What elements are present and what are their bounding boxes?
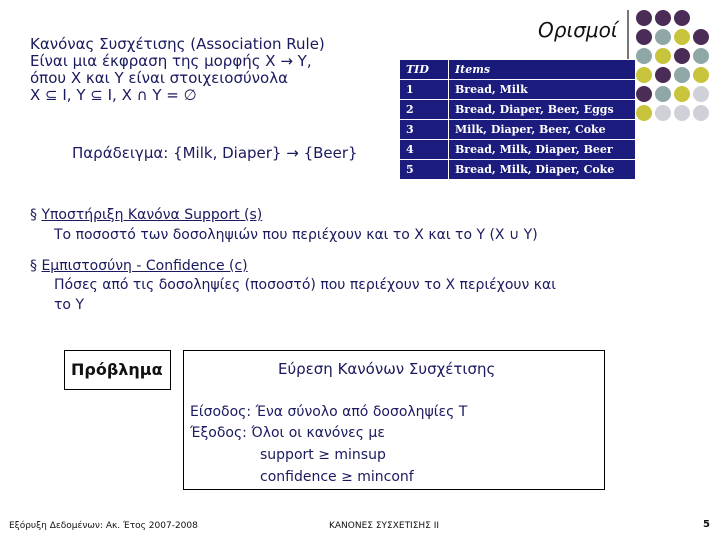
problem-input: Είσοδος: Ένα σύνολο από δοσοληψίες T (190, 404, 468, 420)
table-header-tid: TID (400, 60, 449, 80)
problem-definition-box (183, 350, 605, 490)
dot (674, 10, 690, 26)
table-header-row (400, 60, 636, 80)
confidence-description-cont: το Y (54, 297, 84, 313)
confidence-description: Πόσες από τις δοσοληψίες (ποσοστό) που περιέχουν το X περιέχουν και (54, 277, 556, 293)
table-row (400, 80, 636, 100)
table-header-items: Items (449, 60, 636, 80)
definition-line: Είναι μια έκφραση της μορφής X → Y, (30, 52, 312, 70)
table-cell-items: Bread, Milk, Diaper, Beer (449, 140, 636, 160)
support-description: Το ποσοστό των δοσοληψιών που περιέχουν και το X και το Y (X ∪ Y) (54, 227, 538, 243)
problem-title: Εύρεση Κανόνων Συσχέτισης (278, 360, 496, 378)
dot (655, 86, 671, 102)
dot (674, 67, 690, 83)
table-row (400, 120, 636, 140)
dot (674, 86, 690, 102)
bullet-icon: § (30, 258, 37, 274)
dot (636, 10, 652, 26)
dot (674, 48, 690, 64)
table-cell-tid: 3 (400, 120, 449, 140)
dot (636, 86, 652, 102)
dot (636, 67, 652, 83)
table-row (400, 100, 636, 120)
dot (693, 67, 709, 83)
table-cell-tid: 1 (400, 80, 449, 100)
support-title: Υποστήριξη Κανόνα Support (s) (41, 207, 263, 223)
dot (636, 105, 652, 121)
footer-topic: ΚΑΝΟΝΕΣ ΣΥΣΧΕΤΙΣΗΣ ΙΙ (329, 521, 440, 531)
table-cell-items: Bread, Milk, Diaper, Coke (449, 160, 636, 180)
problem-confidence-condition: confidence ≥ minconf (260, 469, 414, 485)
footer-course: Εξόρυξη Δεδομένων: Ακ. Έτος 2007-2008 (9, 521, 198, 531)
dot (636, 29, 652, 45)
table-cell-items: Bread, Milk (449, 80, 636, 100)
dot (674, 29, 690, 45)
table-cell-items: Milk, Diaper, Beer, Coke (449, 120, 636, 140)
dot (693, 29, 709, 45)
table-row (400, 160, 636, 180)
transactions-table (399, 59, 636, 180)
table-row (400, 140, 636, 160)
dot (655, 10, 671, 26)
table-cell-tid: 5 (400, 160, 449, 180)
dot (693, 105, 709, 121)
table-cell-tid: 2 (400, 100, 449, 120)
dot (655, 48, 671, 64)
problem-label: Πρόβλημα (71, 360, 163, 379)
dot (693, 48, 709, 64)
dot (674, 105, 690, 121)
definition-block (30, 36, 325, 104)
problem-output: Έξοδος: Όλοι οι κανόνες με (190, 425, 385, 441)
dot (693, 86, 709, 102)
dot (655, 67, 671, 83)
dot (655, 105, 671, 121)
dot (636, 48, 652, 64)
bullet-icon: § (30, 207, 37, 223)
definition-line: X ⊆ I, Y ⊆ I, X ∩ Y = ∅ (30, 86, 197, 104)
definition-line: Κανόνας Συσχέτισης (Association Rule) (30, 35, 325, 53)
slide-title: Ορισμοί (538, 18, 618, 42)
definition-line: όπου X και Y είναι στοιχειοσύνολα (30, 69, 288, 87)
table-cell-tid: 4 (400, 140, 449, 160)
page-number: 5 (703, 519, 710, 530)
problem-label-box (64, 350, 171, 390)
problem-support-condition: support ≥ minsup (260, 447, 386, 463)
support-heading (30, 207, 262, 223)
confidence-heading (30, 258, 248, 274)
confidence-title: Εμπιστοσύνη - Confidence (c) (41, 258, 248, 274)
dot (655, 29, 671, 45)
table-cell-items: Bread, Diaper, Beer, Eggs (449, 100, 636, 120)
example-rule: Παράδειγμα: {Milk, Diaper} → {Beer} (72, 144, 358, 162)
